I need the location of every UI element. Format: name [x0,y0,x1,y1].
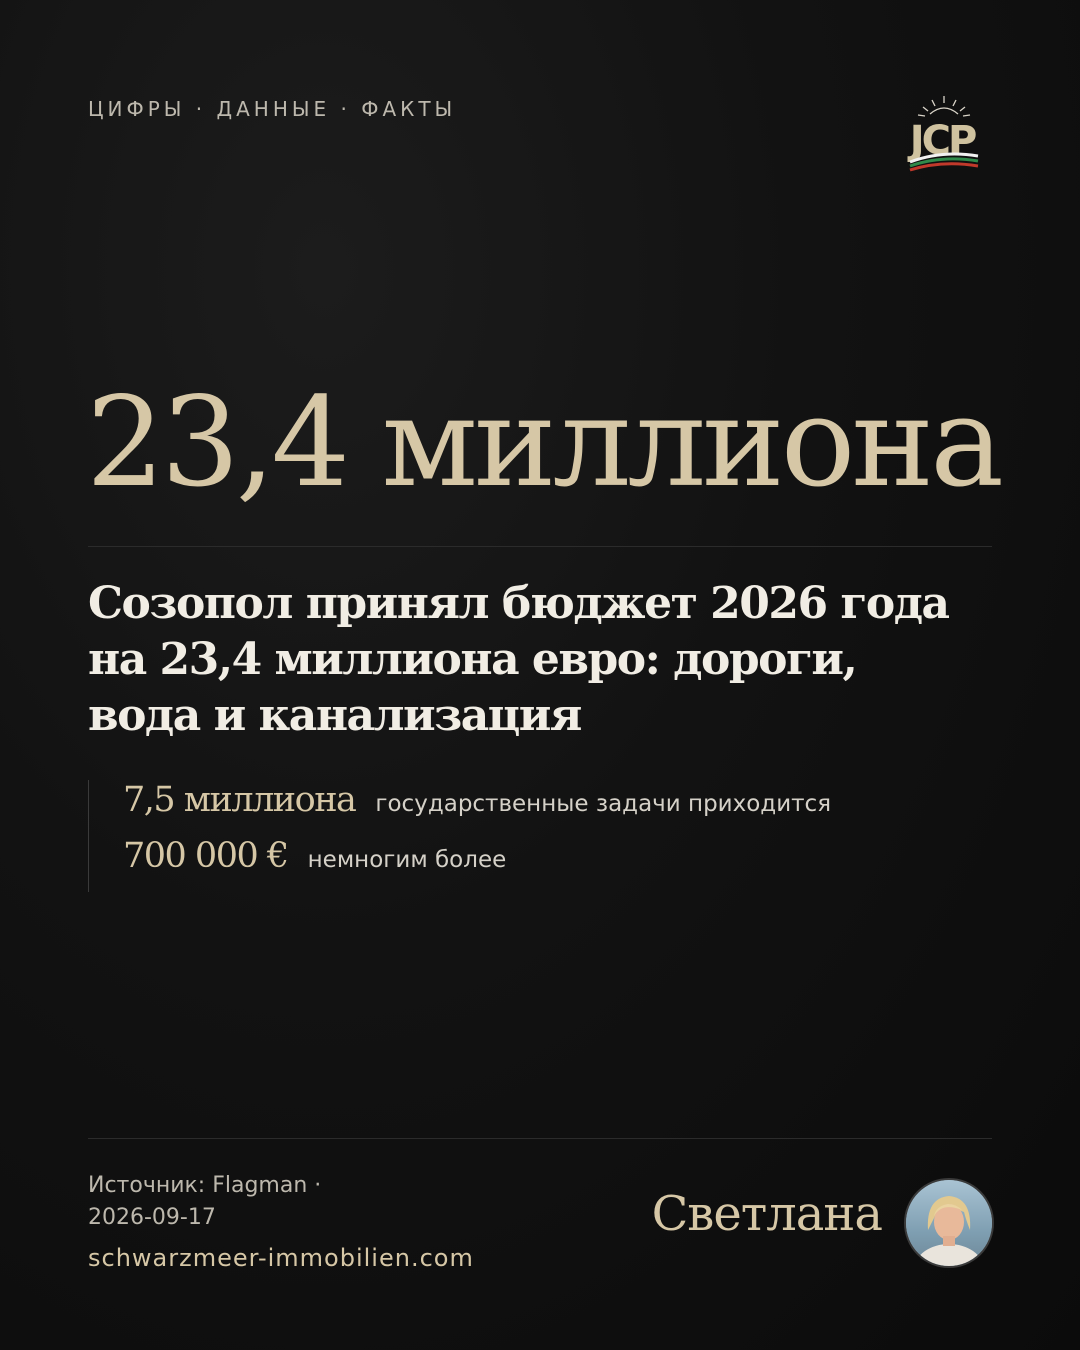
avatar [904,1178,994,1268]
page-title: Созопол принял бюджет 2026 года на 23,4 миллиона евро: дороги, вода и канализация [88,578,949,741]
source-info [88,1170,321,1234]
jcp-logo [892,92,992,180]
logo-wave-red [910,164,978,170]
source-date: 2026-09-17 [88,1205,216,1230]
avatar-portrait [906,1180,992,1266]
kicker: ЦИФРЫ · ДАННЫЕ · ФАКТЫ [88,97,457,121]
divider-top [88,546,992,547]
logo-text: JCP [909,118,975,164]
website-link[interactable]: schwarzmeer-immobilien.com [88,1244,474,1272]
sun-rays-icon [918,96,970,116]
source-line: Источник: Flagman · [88,1173,322,1198]
fact-label: немногим более [307,847,507,873]
facts-list [88,780,831,892]
fact-item [123,836,831,892]
author-name: Светлана [651,1186,882,1242]
fact-value: 700 000 € [123,836,288,876]
divider-bottom [88,1138,992,1139]
headline-figure: 23,4 миллиона [86,371,1001,515]
fact-value: 7,5 миллиона [123,780,356,820]
fact-label: государственные задачи приходится [375,791,832,817]
fact-item [123,780,831,836]
